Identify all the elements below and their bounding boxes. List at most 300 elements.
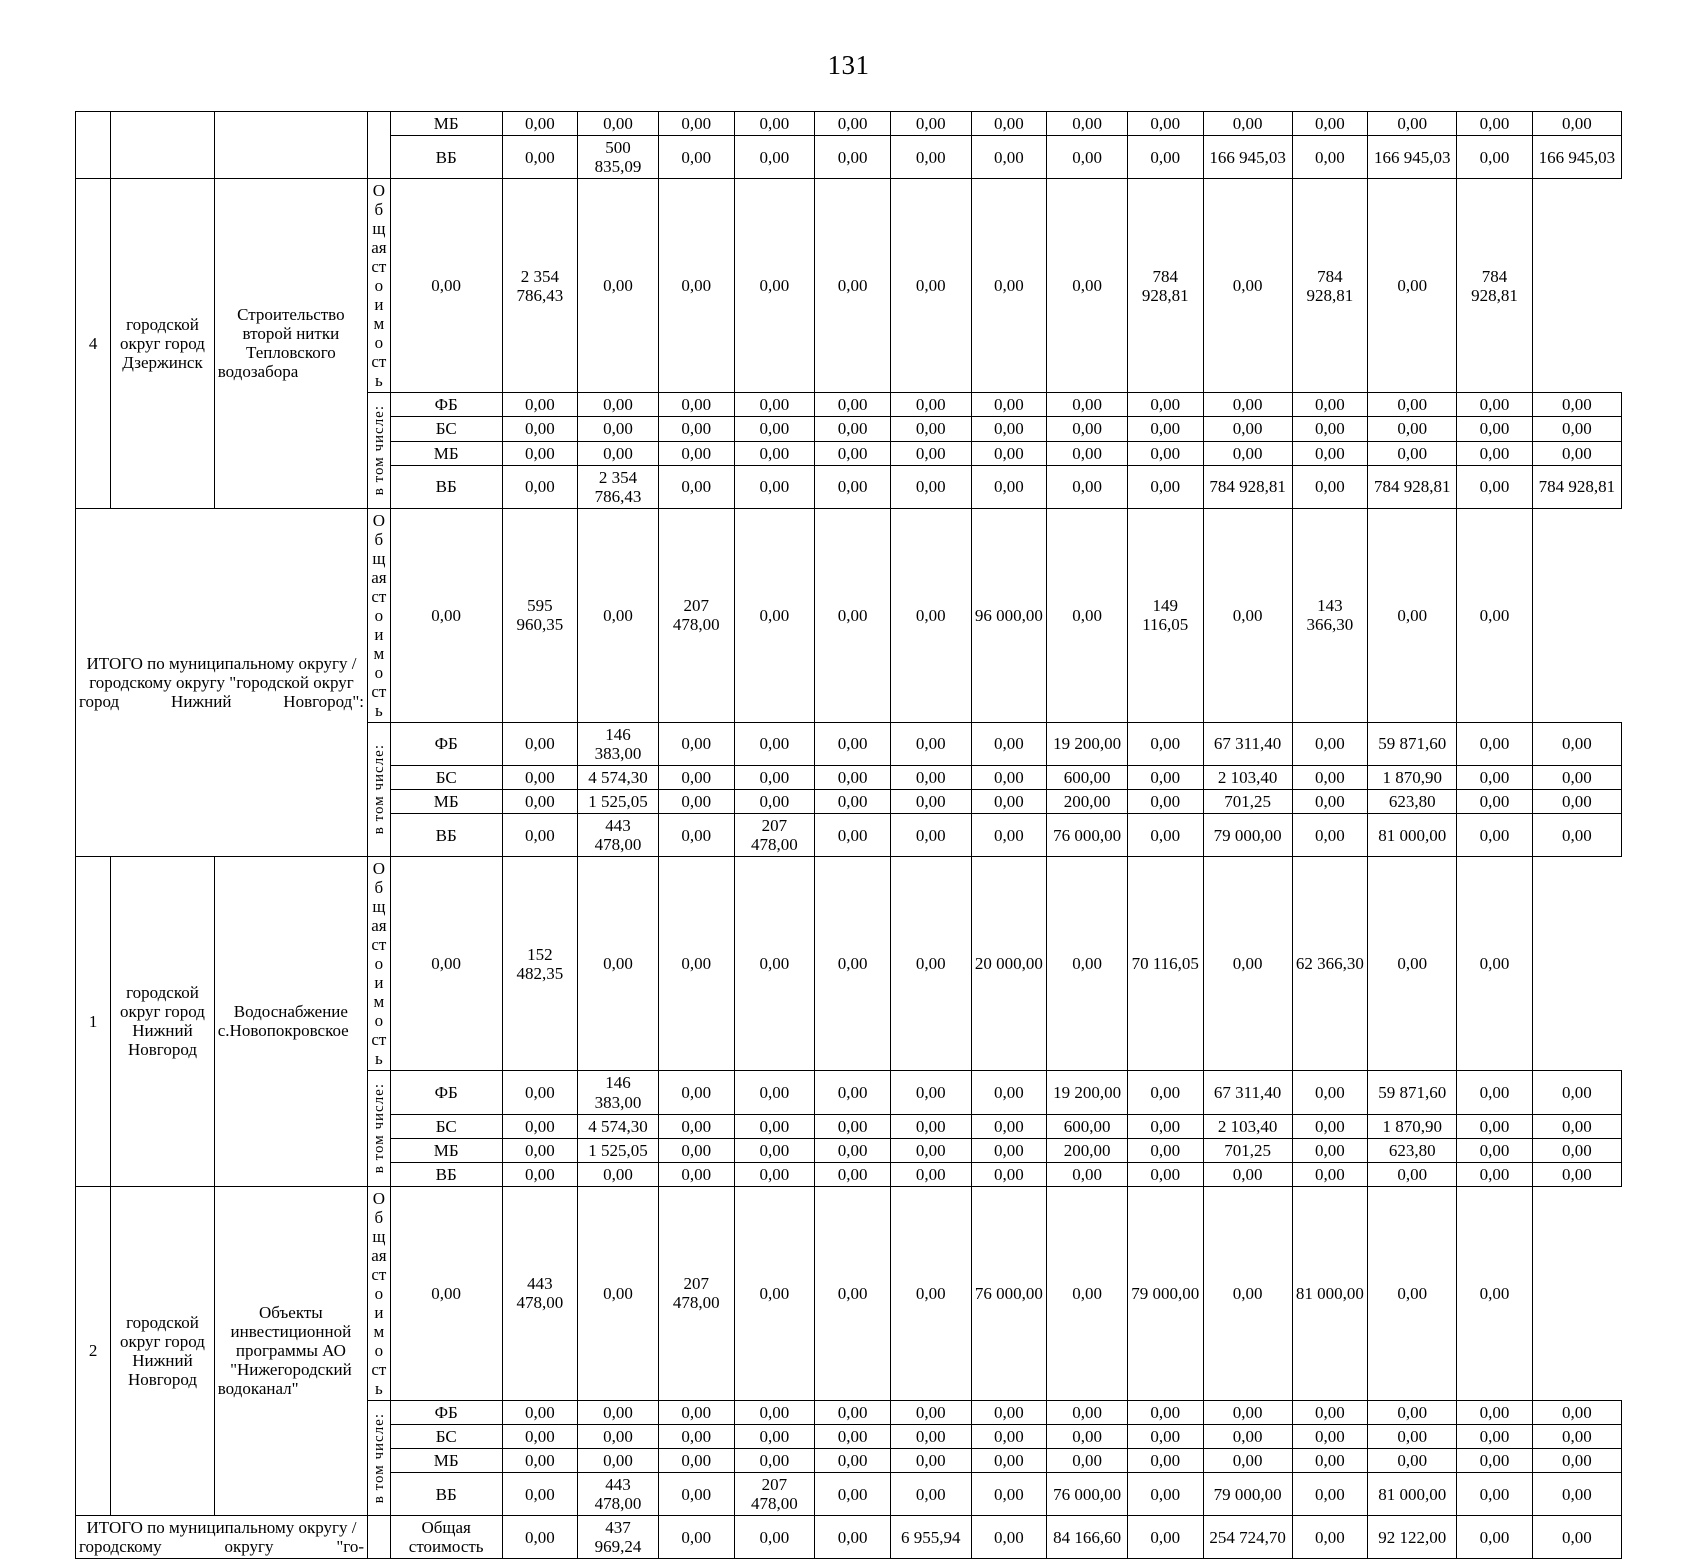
amount-cell: 0,00 [1292,1162,1368,1186]
amount-cell: 0,00 [971,417,1047,441]
amount-cell: 0,00 [971,136,1047,179]
amount-cell: 0,00 [1292,814,1368,857]
funding-kind-cell: БС [390,1425,502,1449]
amount-cell: 0,00 [815,417,891,441]
amount-cell: 0,00 [1368,1425,1457,1449]
amount-cell: 0,00 [890,857,971,1071]
amount-cell: 0,00 [578,1449,659,1473]
amount-cell: 143 366,30 [1292,508,1368,722]
amount-cell: 0,00 [1368,112,1457,136]
amount-cell: 0,00 [658,112,734,136]
amount-cell: 0,00 [1203,1400,1292,1424]
amount-cell: 0,00 [1292,465,1368,508]
amount-cell: 0,00 [815,112,891,136]
amount-cell: 0,00 [1457,857,1533,1071]
amount-cell: 4 574,30 [578,766,659,790]
amount-cell: 0,00 [578,1162,659,1186]
amount-cell: 0,00 [971,1114,1047,1138]
amount-cell: 0,00 [1292,112,1368,136]
amount-cell: 0,00 [1127,1400,1203,1424]
amount-cell: 20 000,00 [971,857,1047,1071]
amount-cell: 0,00 [1127,1425,1203,1449]
vertical-label: в том числе: [371,405,387,496]
amount-cell: 0,00 [1203,112,1292,136]
amount-cell: 0,00 [502,1425,578,1449]
amount-cell: 0,00 [658,136,734,179]
amount-cell: 0,00 [971,1400,1047,1424]
funding-kind-cell: МБ [390,1138,502,1162]
funding-kind-cell: ВБ [390,1473,502,1516]
vertical-label-cell [368,722,391,856]
amount-cell: 0,00 [1127,1516,1203,1559]
amount-cell: 6 955,94 [890,1516,971,1559]
amount-cell: 0,00 [502,1473,578,1516]
amount-cell: 0,00 [971,766,1047,790]
amount-cell: 0,00 [815,465,891,508]
amount-cell: 0,00 [1532,393,1621,417]
amount-cell: 0,00 [658,1138,734,1162]
amount-cell: 0,00 [1457,417,1533,441]
amount-cell: 0,00 [971,1516,1047,1559]
financial-table [75,111,1622,1559]
amount-cell: 0,00 [658,1473,734,1516]
amount-cell: 0,00 [390,857,502,1071]
amount-cell: 0,00 [734,722,815,765]
amount-cell: 0,00 [1127,1449,1203,1473]
amount-cell: 0,00 [1047,393,1128,417]
amount-cell: 0,00 [815,1425,891,1449]
amount-cell: 0,00 [578,1400,659,1424]
object-cell [214,112,367,179]
amount-cell: 0,00 [815,1400,891,1424]
amount-cell: 0,00 [890,766,971,790]
amount-cell: 96 000,00 [971,508,1047,722]
amount-cell: 0,00 [734,417,815,441]
amount-cell: 0,00 [1127,1473,1203,1516]
amount-cell: 701,25 [1203,790,1292,814]
amount-cell: 0,00 [734,790,815,814]
amount-cell: 0,00 [890,722,971,765]
amount-cell: 0,00 [1203,179,1292,393]
amount-cell: 0,00 [578,1425,659,1449]
amount-cell: 0,00 [734,179,815,393]
amount-cell: 0,00 [658,179,734,393]
row-number-cell: 1 [76,857,111,1187]
funding-kind-cell: Общая стоимость [368,1186,391,1400]
vertical-label: в том числе: [371,1083,387,1174]
amount-cell: 0,00 [390,179,502,393]
amount-cell: 0,00 [890,508,971,722]
amount-cell: 0,00 [971,1449,1047,1473]
table-row [76,1186,1622,1400]
amount-cell: 0,00 [734,1186,815,1400]
page-number: 131 [827,50,870,80]
amount-cell: 0,00 [1532,722,1621,765]
amount-cell: 0,00 [1532,1473,1621,1516]
amount-cell: 0,00 [658,790,734,814]
amount-cell: 0,00 [1292,417,1368,441]
amount-cell: 0,00 [815,857,891,1071]
amount-cell: 0,00 [1368,393,1457,417]
region-cell: городской округ город Нижний Новгород [111,857,215,1187]
amount-cell: 0,00 [1047,136,1128,179]
amount-cell: 254 724,70 [1203,1516,1292,1559]
funding-kind-cell: ФБ [390,1071,502,1114]
amount-cell: 0,00 [971,1473,1047,1516]
amount-cell: 0,00 [502,393,578,417]
amount-cell: 0,00 [502,1162,578,1186]
amount-cell: 76 000,00 [1047,1473,1128,1516]
funding-kind-cell: ФБ [390,1400,502,1424]
amount-cell: 0,00 [578,857,659,1071]
amount-cell: 0,00 [1203,1425,1292,1449]
row-number-cell [76,112,111,179]
amount-cell: 0,00 [1127,1114,1203,1138]
amount-cell: 0,00 [658,1425,734,1449]
amount-cell: 2 354 786,43 [502,179,578,393]
amount-cell: 0,00 [815,1516,891,1559]
amount-cell: 0,00 [658,766,734,790]
amount-cell: 0,00 [971,1425,1047,1449]
amount-cell: 701,25 [1203,1138,1292,1162]
amount-cell: 0,00 [1127,393,1203,417]
amount-cell: 0,00 [1457,136,1533,179]
amount-cell: 0,00 [1047,508,1128,722]
amount-cell: 0,00 [890,417,971,441]
amount-cell: 0,00 [971,441,1047,465]
amount-cell: 1 870,90 [1368,766,1457,790]
amount-cell: 443 478,00 [578,1473,659,1516]
amount-cell: 0,00 [815,790,891,814]
funding-kind-cell: МБ [390,441,502,465]
amount-cell: 0,00 [1127,1138,1203,1162]
amount-cell: 0,00 [502,441,578,465]
amount-cell: 0,00 [658,1071,734,1114]
amount-cell: 0,00 [502,1516,578,1559]
vertical-label-cell [368,1516,391,1559]
amount-cell: 0,00 [815,766,891,790]
amount-cell: 784 928,81 [1292,179,1368,393]
amount-cell: 0,00 [1368,508,1457,722]
amount-cell: 0,00 [1457,1473,1533,1516]
amount-cell: 0,00 [1203,1186,1292,1400]
amount-cell: 0,00 [890,1138,971,1162]
amount-cell: 0,00 [1292,790,1368,814]
object-cell: Водоснабжение с.Новопокровское [214,857,367,1187]
amount-cell: 0,00 [1127,1162,1203,1186]
amount-cell: 0,00 [1292,1138,1368,1162]
amount-cell: 207 478,00 [658,1186,734,1400]
amount-cell: 0,00 [1368,441,1457,465]
amount-cell: 0,00 [734,1516,815,1559]
amount-cell: 0,00 [815,1449,891,1473]
amount-cell: 200,00 [1047,1138,1128,1162]
amount-cell: 0,00 [890,1400,971,1424]
amount-cell: 0,00 [1047,441,1128,465]
amount-cell: 0,00 [734,1162,815,1186]
funding-kind-cell: Общая стоимость [368,857,391,1071]
table-row [76,179,1622,393]
amount-cell: 0,00 [815,1071,891,1114]
amount-cell: 443 478,00 [578,814,659,857]
amount-cell: 0,00 [1368,1186,1457,1400]
amount-cell: 207 478,00 [734,814,815,857]
amount-cell: 19 200,00 [1047,1071,1128,1114]
amount-cell: 0,00 [1203,417,1292,441]
amount-cell: 67 311,40 [1203,722,1292,765]
amount-cell: 0,00 [1292,441,1368,465]
funding-kind-cell: Общая стоимость [390,1516,502,1559]
amount-cell: 0,00 [971,722,1047,765]
amount-cell: 0,00 [578,441,659,465]
amount-cell: 784 928,81 [1203,465,1292,508]
region-cell: городской округ город Дзержинск [111,179,215,509]
amount-cell: 0,00 [734,465,815,508]
amount-cell: 0,00 [502,1400,578,1424]
amount-cell: 0,00 [658,1162,734,1186]
amount-cell: 0,00 [890,1162,971,1186]
amount-cell: 0,00 [890,136,971,179]
amount-cell: 0,00 [971,179,1047,393]
amount-cell: 0,00 [1368,1400,1457,1424]
region-cell [111,112,215,179]
funding-kind-cell: Общая стоимость [368,179,391,393]
amount-cell: 62 366,30 [1292,857,1368,1071]
amount-cell: 207 478,00 [658,508,734,722]
amount-cell: 0,00 [1127,1071,1203,1114]
amount-cell: 149 116,05 [1127,508,1203,722]
amount-cell: 0,00 [1368,857,1457,1071]
amount-cell: 70 116,05 [1127,857,1203,1071]
funding-kind-cell: МБ [390,1449,502,1473]
amount-cell: 4 574,30 [578,1114,659,1138]
amount-cell: 0,00 [578,1186,659,1400]
amount-cell: 623,80 [1368,1138,1457,1162]
amount-cell: 0,00 [1368,1162,1457,1186]
amount-cell: 0,00 [1532,1071,1621,1114]
amount-cell: 0,00 [1532,766,1621,790]
vertical-label-cell [368,393,391,508]
amount-cell: 0,00 [502,112,578,136]
amount-cell: 0,00 [1127,417,1203,441]
amount-cell: 67 311,40 [1203,1071,1292,1114]
funding-kind-cell: МБ [390,790,502,814]
amount-cell: 0,00 [890,393,971,417]
amount-cell: 0,00 [502,1114,578,1138]
amount-cell: 0,00 [578,179,659,393]
amount-cell: 59 871,60 [1368,722,1457,765]
amount-cell: 0,00 [502,766,578,790]
amount-cell: 0,00 [1127,766,1203,790]
amount-cell: 0,00 [1457,508,1533,722]
amount-cell: 0,00 [658,857,734,1071]
amount-cell: 0,00 [502,1071,578,1114]
amount-cell: 0,00 [1047,179,1128,393]
amount-cell: 0,00 [578,112,659,136]
amount-cell: 0,00 [1047,1186,1128,1400]
table-row [76,508,1622,722]
amount-cell: 0,00 [1532,417,1621,441]
amount-cell: 0,00 [734,112,815,136]
amount-cell: 79 000,00 [1127,1186,1203,1400]
amount-cell: 0,00 [578,393,659,417]
amount-cell: 0,00 [1457,465,1533,508]
amount-cell: 600,00 [1047,766,1128,790]
funding-kind-cell: ФБ [390,393,502,417]
subtotal-label-cell: ИТОГО по муниципальному округу / городскому округу "городской округ город Нижний Новгород": [76,508,368,857]
amount-cell: 1 525,05 [578,1138,659,1162]
amount-cell: 0,00 [390,508,502,722]
amount-cell: 200,00 [1047,790,1128,814]
amount-cell: 0,00 [390,1186,502,1400]
amount-cell: 81 000,00 [1368,814,1457,857]
amount-cell: 0,00 [734,857,815,1071]
amount-cell: 166 945,03 [1203,136,1292,179]
amount-cell: 0,00 [502,814,578,857]
amount-cell: 0,00 [971,465,1047,508]
amount-cell: 0,00 [1532,814,1621,857]
amount-cell: 0,00 [1457,1162,1533,1186]
amount-cell: 0,00 [1292,1114,1368,1138]
amount-cell: 1 870,90 [1368,1114,1457,1138]
region-cell: городской округ город Нижний Новгород [111,1186,215,1516]
amount-cell: 0,00 [658,1516,734,1559]
amount-cell: 0,00 [658,441,734,465]
amount-cell: 0,00 [1457,1114,1533,1138]
amount-cell: 19 200,00 [1047,722,1128,765]
amount-cell: 0,00 [1532,1114,1621,1138]
amount-cell: 84 166,60 [1047,1516,1128,1559]
amount-cell: 437 969,24 [578,1516,659,1559]
funding-kind-cell: ВБ [390,465,502,508]
amount-cell: 0,00 [1292,1400,1368,1424]
funding-kind-cell: БС [390,1114,502,1138]
amount-cell: 76 000,00 [971,1186,1047,1400]
amount-cell: 0,00 [815,814,891,857]
amount-cell: 76 000,00 [1047,814,1128,857]
amount-cell: 0,00 [734,1114,815,1138]
amount-cell: 0,00 [890,441,971,465]
amount-cell: 0,00 [1203,857,1292,1071]
amount-cell: 0,00 [734,393,815,417]
amount-cell: 0,00 [1368,417,1457,441]
amount-cell: 0,00 [1127,441,1203,465]
funding-kind-cell: ВБ [390,814,502,857]
amount-cell: 0,00 [890,1071,971,1114]
amount-cell: 0,00 [1532,1400,1621,1424]
amount-cell: 0,00 [1292,1071,1368,1114]
amount-cell: 0,00 [1292,1516,1368,1559]
amount-cell: 0,00 [734,508,815,722]
row-number-cell: 2 [76,1186,111,1516]
vertical-label-cell [368,112,391,179]
subtotal-label-cell: ИТОГО по муниципальному округу / городскому округу "го- [76,1516,368,1559]
vertical-label-cell [368,1071,391,1186]
amount-cell: 0,00 [815,1162,891,1186]
amount-cell: 0,00 [578,417,659,441]
amount-cell: 0,00 [658,1114,734,1138]
amount-cell: 0,00 [890,1425,971,1449]
amount-cell: 0,00 [1457,1400,1533,1424]
amount-cell: 0,00 [815,1138,891,1162]
amount-cell: 0,00 [658,1449,734,1473]
amount-cell: 152 482,35 [502,857,578,1071]
amount-cell: 0,00 [658,1400,734,1424]
funding-kind-cell: Общая стоимость [368,508,391,722]
amount-cell: 0,00 [815,508,891,722]
amount-cell: 0,00 [890,179,971,393]
vertical-label: в том числе: [371,1412,387,1504]
amount-cell: 0,00 [971,814,1047,857]
amount-cell: 0,00 [502,1449,578,1473]
amount-cell: 0,00 [1457,1425,1533,1449]
amount-cell: 0,00 [502,790,578,814]
amount-cell: 0,00 [734,1449,815,1473]
amount-cell: 0,00 [971,1138,1047,1162]
amount-cell: 146 383,00 [578,1071,659,1114]
amount-cell: 0,00 [971,112,1047,136]
amount-cell: 0,00 [1532,1425,1621,1449]
amount-cell: 0,00 [1127,465,1203,508]
amount-cell: 0,00 [815,441,891,465]
amount-cell: 0,00 [1127,814,1203,857]
amount-cell: 0,00 [1203,508,1292,722]
amount-cell: 0,00 [815,1114,891,1138]
table-container [0,111,1697,1559]
funding-kind-cell: БС [390,417,502,441]
amount-cell: 0,00 [1047,1425,1128,1449]
amount-cell: 0,00 [815,179,891,393]
amount-cell: 0,00 [1047,1449,1128,1473]
amount-cell: 0,00 [1292,722,1368,765]
funding-kind-cell: ФБ [390,722,502,765]
table-row [76,112,1622,136]
amount-cell: 0,00 [734,1138,815,1162]
amount-cell: 0,00 [734,1400,815,1424]
amount-cell: 0,00 [890,465,971,508]
amount-cell: 500 835,09 [578,136,659,179]
amount-cell: 0,00 [890,1473,971,1516]
amount-cell: 0,00 [1047,417,1128,441]
amount-cell: 0,00 [815,136,891,179]
amount-cell: 0,00 [1457,766,1533,790]
amount-cell: 443 478,00 [502,1186,578,1400]
amount-cell: 79 000,00 [1203,814,1292,857]
amount-cell: 0,00 [971,790,1047,814]
amount-cell: 0,00 [1457,1186,1533,1400]
amount-cell: 0,00 [502,1138,578,1162]
amount-cell: 0,00 [1368,179,1457,393]
amount-cell: 0,00 [1203,1162,1292,1186]
amount-cell: 0,00 [1457,1516,1533,1559]
amount-cell: 0,00 [578,508,659,722]
amount-cell: 784 928,81 [1532,465,1621,508]
amount-cell: 0,00 [1457,393,1533,417]
amount-cell: 166 945,03 [1532,136,1621,179]
amount-cell: 784 928,81 [1368,465,1457,508]
amount-cell: 0,00 [734,766,815,790]
amount-cell: 92 122,00 [1368,1516,1457,1559]
amount-cell: 0,00 [1532,1516,1621,1559]
amount-cell: 0,00 [890,1449,971,1473]
amount-cell: 0,00 [1532,1138,1621,1162]
amount-cell: 0,00 [502,722,578,765]
amount-cell: 0,00 [734,136,815,179]
amount-cell: 0,00 [1203,393,1292,417]
amount-cell: 0,00 [658,465,734,508]
amount-cell: 0,00 [890,814,971,857]
amount-cell: 0,00 [658,814,734,857]
